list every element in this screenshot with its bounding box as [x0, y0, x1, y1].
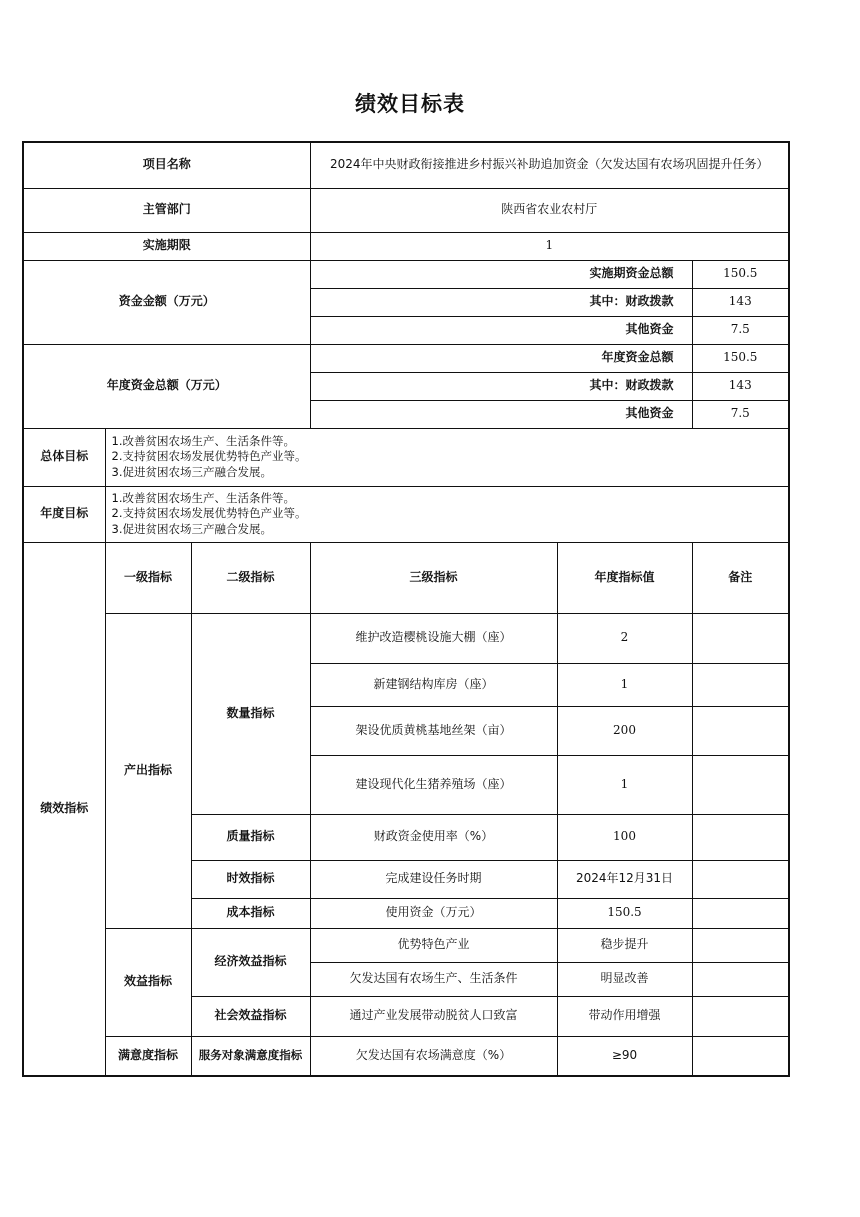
goal-item: 3.促进贫困农场三产融合发展。 [111, 464, 272, 479]
indicator-name: 使用资金（万元） [310, 898, 557, 928]
indicator-remark [692, 613, 789, 663]
funds-row-value: 150.5 [692, 260, 789, 288]
overall-goal-list [105, 428, 789, 486]
indicator-value: 1 [557, 663, 692, 706]
goal-item: 2.支持贫困农场发展优势特色产业等。 [111, 449, 307, 464]
indicator-remark [692, 814, 789, 860]
indicator-remark [692, 928, 789, 962]
overall-goal-row [23, 428, 789, 486]
indicator-value: 200 [557, 706, 692, 755]
satisfaction-indicator-label: 满意度指标 [105, 1036, 191, 1076]
annual-funds-row-label: 年度资金总额 [310, 344, 692, 372]
page-title: 绩效目标表 [355, 92, 465, 116]
indicator-value: 1 [557, 755, 692, 814]
indicator-value: 100 [557, 814, 692, 860]
goal-item: 1.改善贫困农场生产、生活条件等。 [111, 490, 295, 505]
indicator-value: 150.5 [557, 898, 692, 928]
goal-item: 1.改善贫困农场生产、生活条件等。 [111, 433, 295, 448]
funds-row-value: 143 [692, 288, 789, 316]
funds-row [23, 260, 789, 288]
indicator-value: 2 [557, 613, 692, 663]
department-value: 陕西省农业农村厅 [310, 188, 789, 232]
annual-funds-row-value: 150.5 [692, 344, 789, 372]
indicator-name: 欠发达国有农场生产、生活条件 [310, 962, 557, 996]
project-name-value: 2024年中央财政衔接推进乡村振兴补助追加资金（欠发达国有农场巩固提升任务） [310, 142, 789, 188]
output-indicator-label: 产出指标 [105, 613, 191, 928]
goal-item: 3.促进贫困农场三产融合发展。 [111, 521, 272, 536]
header-remark: 备注 [692, 542, 789, 613]
annual-funds-row-value: 7.5 [692, 400, 789, 428]
indicator-remark [692, 706, 789, 755]
indicator-remark [692, 962, 789, 996]
project-name-row [23, 142, 789, 188]
project-name-label: 项目名称 [23, 142, 310, 188]
indicator-value: 明显改善 [557, 962, 692, 996]
period-value: 1 [310, 232, 789, 260]
header-level3: 三级指标 [310, 542, 557, 613]
annual-goal-row [23, 486, 789, 542]
annual-funds-row-value: 143 [692, 372, 789, 400]
annual-funds-row-label: 其他资金 [310, 400, 692, 428]
indicator-value: ≥90 [557, 1036, 692, 1076]
quantity-indicator-label: 数量指标 [191, 613, 310, 814]
indicator-name: 完成建设任务时期 [310, 860, 557, 898]
economic-benefit-label: 经济效益指标 [191, 928, 310, 996]
indicator-name: 维护改造樱桃设施大棚（座） [310, 613, 557, 663]
period-label: 实施期限 [23, 232, 310, 260]
header-level2: 二级指标 [191, 542, 310, 613]
funds-row-label: 其他资金 [310, 316, 692, 344]
indicator-name: 财政资金使用率（%） [310, 814, 557, 860]
header-level1: 一级指标 [105, 542, 191, 613]
annual-goal-label: 年度目标 [23, 486, 105, 542]
indicator-name: 建设现代化生猪养殖场（座） [310, 755, 557, 814]
funds-row-value: 7.5 [692, 316, 789, 344]
period-row [23, 232, 789, 260]
indicator-row [23, 928, 789, 962]
indicator-value: 带动作用增强 [557, 996, 692, 1036]
social-benefit-label: 社会效益指标 [191, 996, 310, 1036]
indicator-name: 通过产业发展带动脱贫人口致富 [310, 996, 557, 1036]
annual-goal-list [105, 486, 789, 542]
indicator-remark [692, 663, 789, 706]
indicator-remark [692, 860, 789, 898]
funds-row-label: 实施期资金总额 [310, 260, 692, 288]
goal-item: 2.支持贫困农场发展优势特色产业等。 [111, 506, 307, 521]
indicator-remark [692, 1036, 789, 1076]
indicator-remark [692, 755, 789, 814]
header-annual-value: 年度指标值 [557, 542, 692, 613]
quality-indicator-label: 质量指标 [191, 814, 310, 860]
indicator-name: 架设优质黄桃基地丝架（亩） [310, 706, 557, 755]
annual-funds-row [23, 344, 789, 372]
annual-funds-label: 年度资金总额（万元） [23, 344, 310, 428]
overall-goal-label: 总体目标 [23, 428, 105, 486]
indicator-remark [692, 996, 789, 1036]
indicator-name: 优势特色产业 [310, 928, 557, 962]
indicator-value: 稳步提升 [557, 928, 692, 962]
indicator-remark [692, 898, 789, 928]
performance-header-row [23, 542, 789, 613]
indicator-value: 2024年12月31日 [557, 860, 692, 898]
performance-label: 绩效指标 [23, 542, 105, 1076]
funds-label: 资金金额（万元） [23, 260, 310, 344]
department-label: 主管部门 [23, 188, 310, 232]
department-row [23, 188, 789, 232]
indicator-row [23, 613, 789, 663]
funds-row-label: 其中：财政拨款 [310, 288, 692, 316]
cost-indicator-label: 成本指标 [191, 898, 310, 928]
annual-funds-row-label: 其中：财政拨款 [310, 372, 692, 400]
indicator-name: 新建钢结构库房（座） [310, 663, 557, 706]
benefit-indicator-label: 效益指标 [105, 928, 191, 1036]
indicator-row [23, 1036, 789, 1076]
service-satisfaction-label: 服务对象满意度指标 [191, 1036, 310, 1076]
performance-goal-table [22, 141, 790, 1077]
indicator-name: 欠发达国有农场满意度（%） [310, 1036, 557, 1076]
timeliness-indicator-label: 时效指标 [191, 860, 310, 898]
